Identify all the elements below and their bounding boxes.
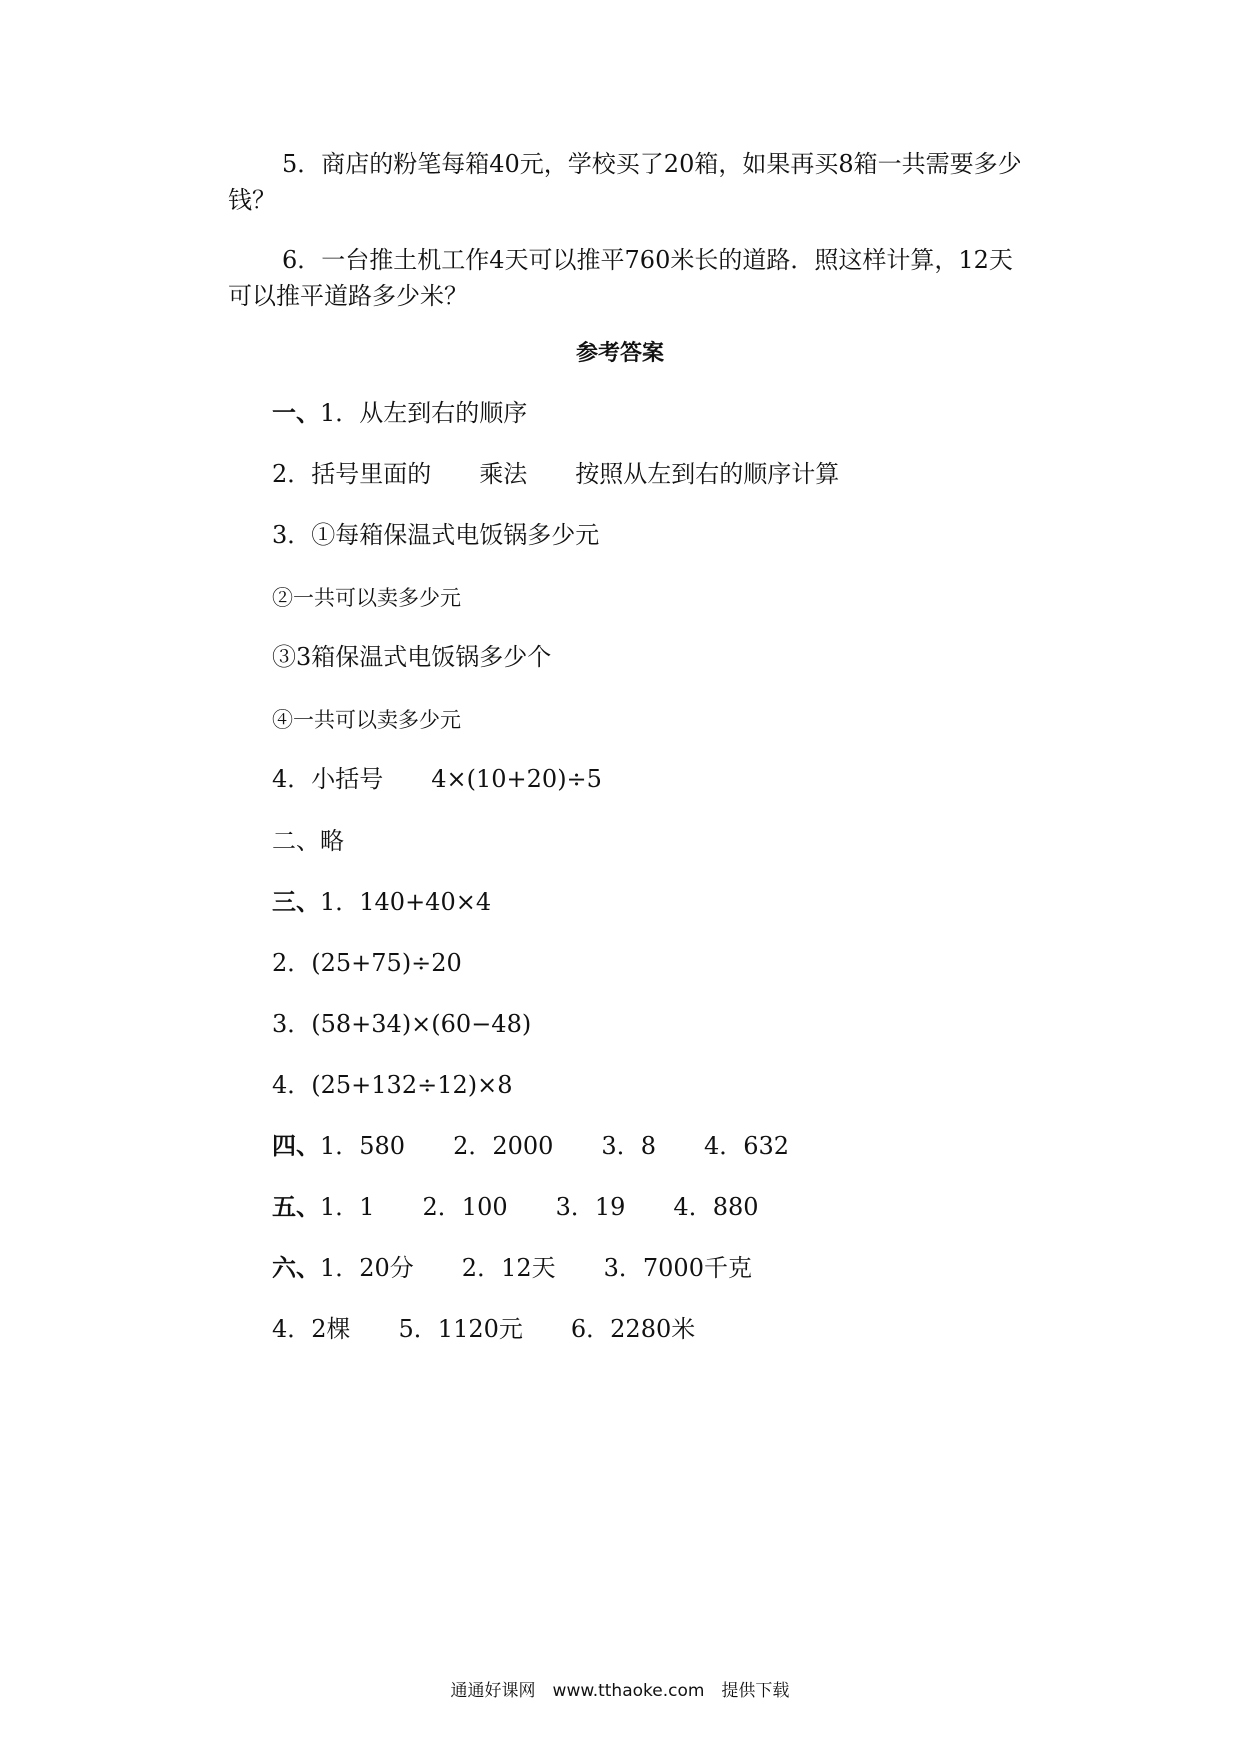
answer-text: 2．(25+75)÷20	[272, 949, 462, 977]
question-6: 6．一台推土机工作4天可以推平760米长的道路．照这样计算，12天可以推平道路多少米？	[228, 246, 1013, 310]
answer-line	[272, 641, 551, 673]
section-label: 五、	[272, 1193, 320, 1221]
answer-text: 1．140+40×4	[320, 888, 492, 916]
answer-text: 1．20分 2．12天 3．7000千克	[320, 1254, 752, 1282]
answer-text: ②一共可以卖多少元	[272, 586, 461, 610]
section-label: 四、	[272, 1132, 320, 1160]
answer-line	[272, 1191, 759, 1223]
answer-text: 二、略	[272, 827, 344, 855]
answer-text: 1．从左到右的顺序	[320, 399, 528, 427]
answer-text: ④一共可以卖多少元	[272, 708, 461, 732]
answer-text: 4．(25+132÷12)×8	[272, 1071, 513, 1099]
answer-text: 1．580 2．2000 3．8 4．632	[320, 1132, 790, 1160]
answer-line	[272, 1130, 789, 1162]
section-label: 一、	[272, 399, 320, 427]
answer-text: ③3箱保温式电饭锅多少个	[272, 643, 552, 671]
answer-text: 2．括号里面的 乘法 按照从左到右的顺序计算	[272, 460, 840, 488]
answer-line	[272, 519, 599, 551]
answer-text: 3．①每箱保温式电饭锅多少元	[272, 521, 600, 549]
answer-line	[272, 947, 462, 979]
answer-text: 1．1 2．100 3．19 4．880	[320, 1193, 759, 1221]
answer-line	[272, 397, 527, 429]
answer-line	[272, 704, 461, 736]
answer-text: 4．2棵 5．1120元 6．2280米	[272, 1315, 696, 1343]
answer-line	[272, 1252, 752, 1284]
page-footer: 通通好课网 www.tthaoke.com 提供下载	[450, 1681, 790, 1701]
answer-line	[272, 582, 461, 614]
section-label: 三、	[272, 888, 320, 916]
section-label: 六、	[272, 1254, 320, 1282]
question-5: 5．商店的粉笔每箱40元，学校买了20箱，如果再买8箱一共需要多少钱？	[228, 150, 1022, 214]
answer-line	[272, 825, 344, 857]
answer-line	[272, 886, 491, 918]
answer-text: 3．(58+34)×(60−48)	[272, 1010, 532, 1038]
answers-title: 参考答案	[575, 341, 664, 366]
answer-line	[272, 458, 839, 490]
answer-line	[272, 763, 602, 795]
answer-line	[272, 1069, 512, 1101]
answer-line	[272, 1313, 695, 1345]
answer-line	[272, 1008, 531, 1040]
answer-text: 4．小括号 4×(10+20)÷5	[272, 765, 602, 793]
